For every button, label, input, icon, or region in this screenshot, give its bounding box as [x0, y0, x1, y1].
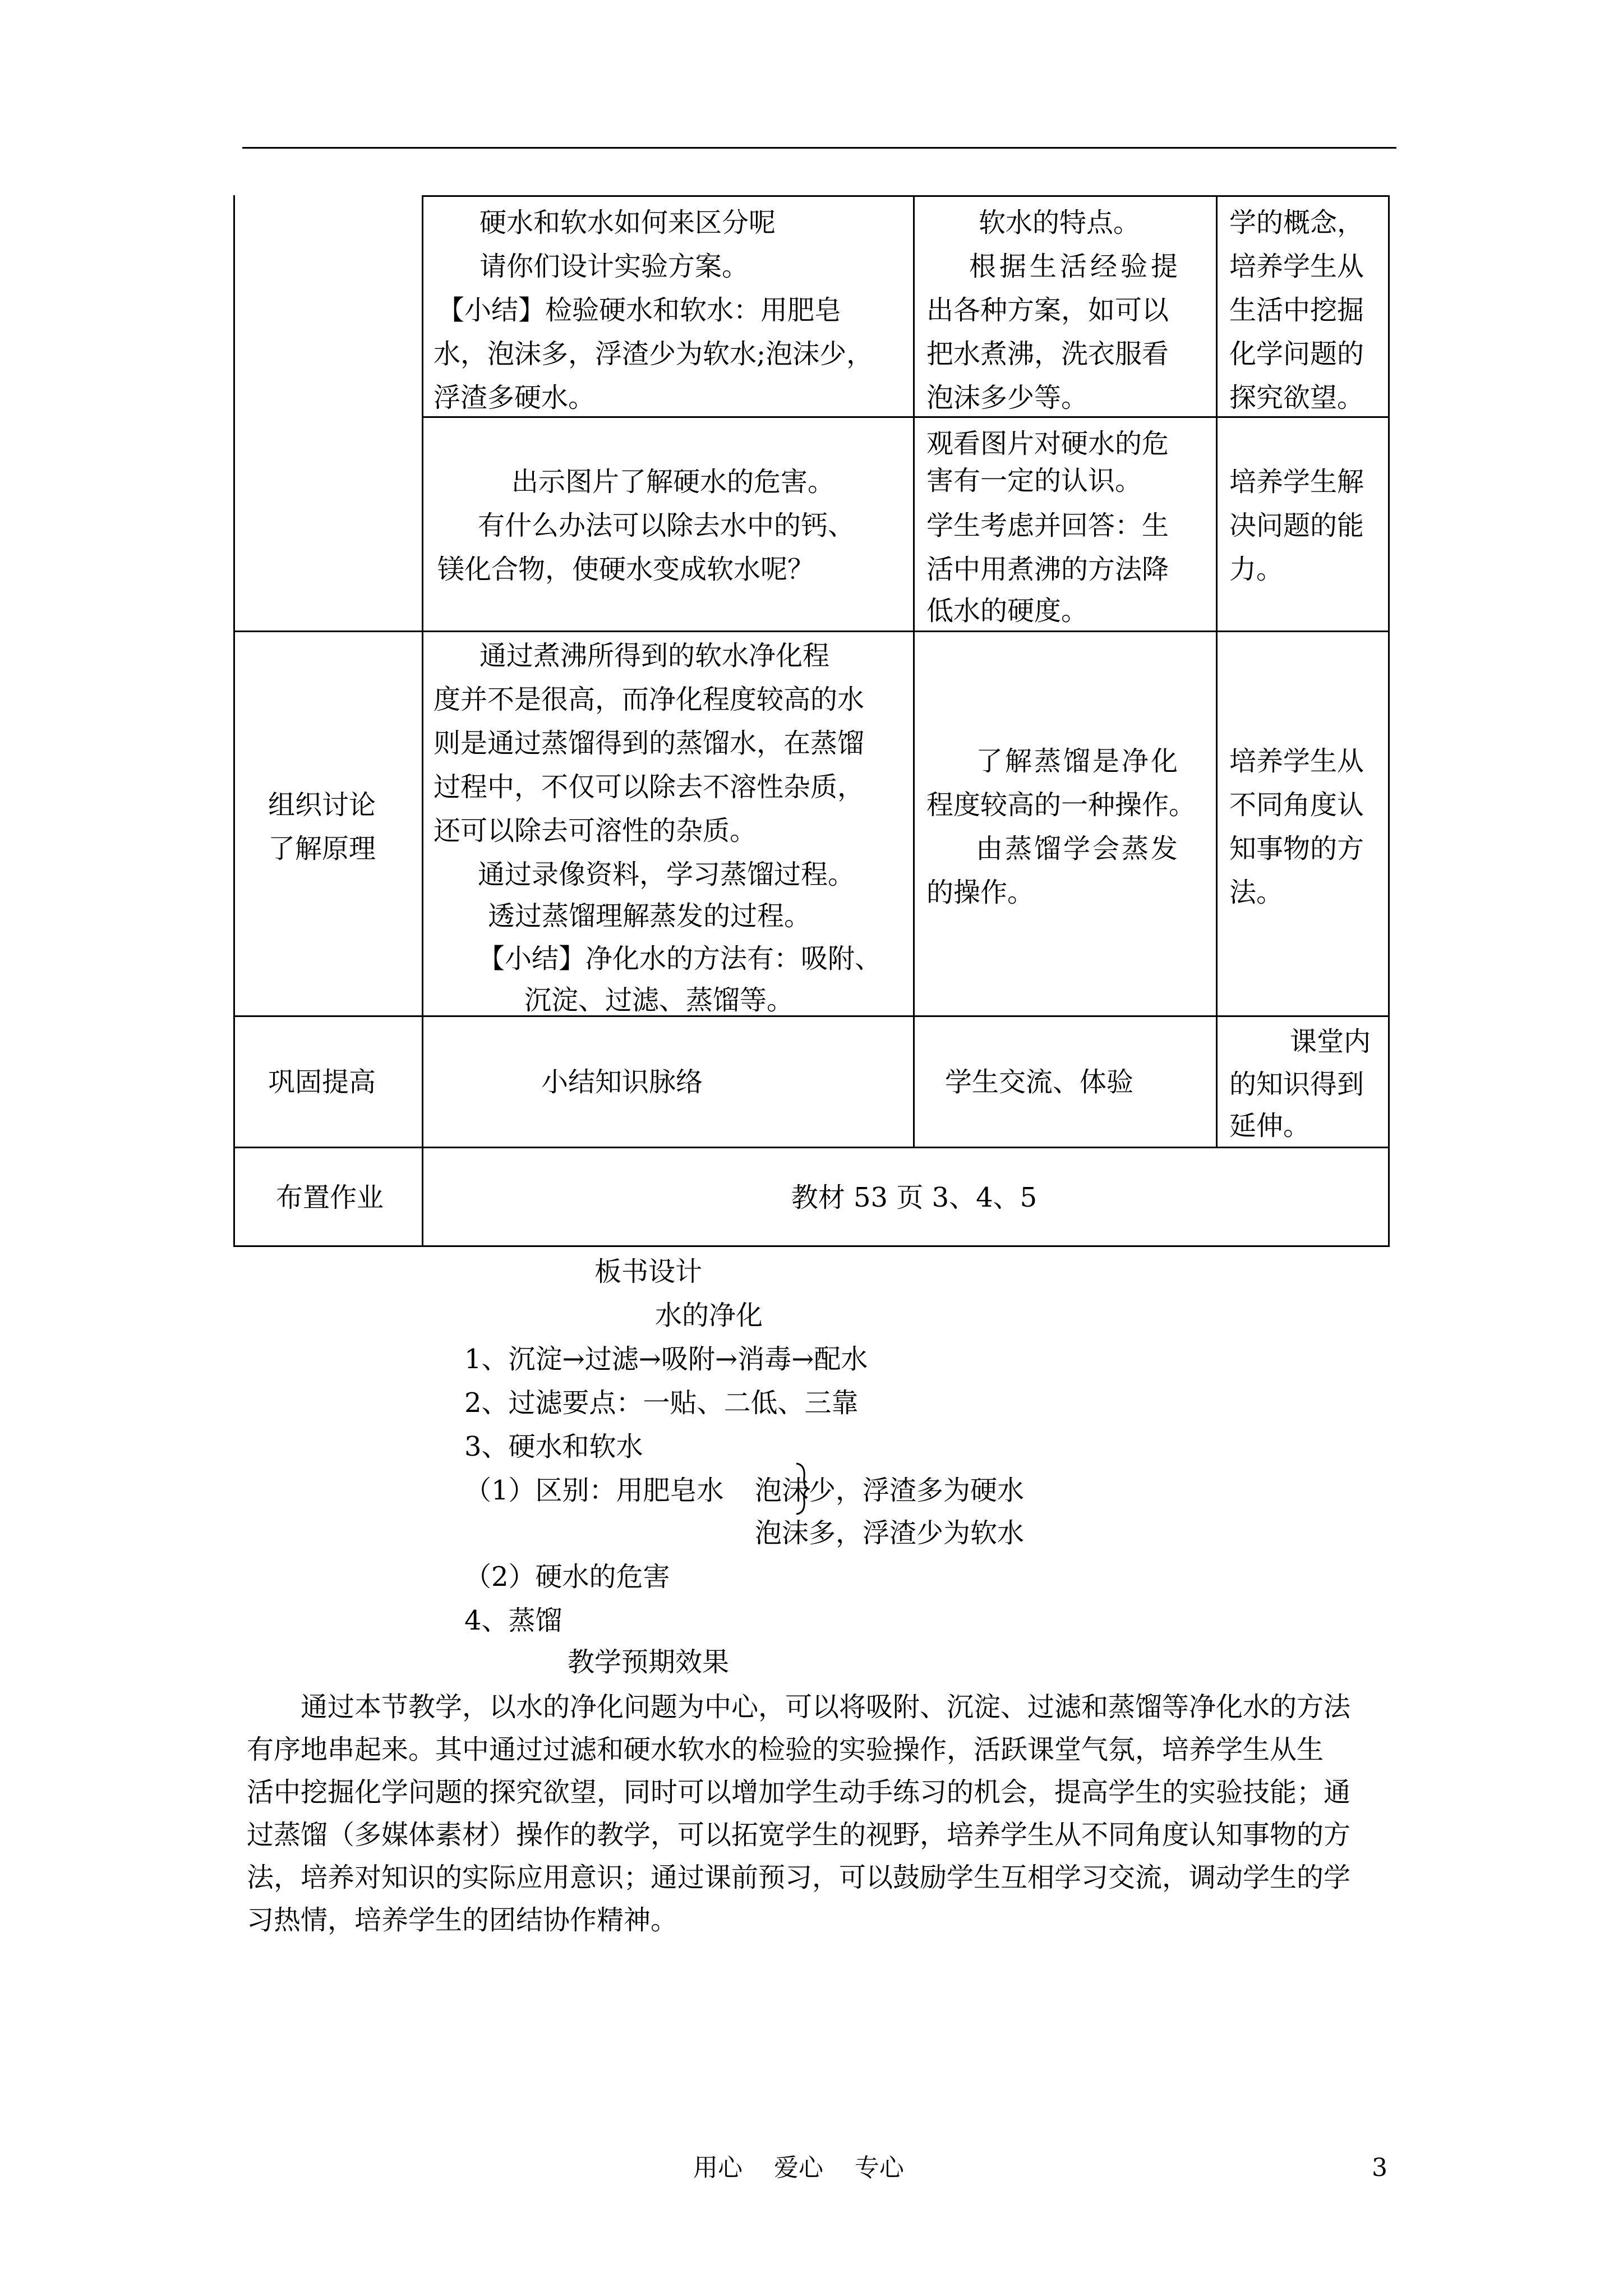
table-rule — [1216, 195, 1218, 1148]
table-cell-teacher: 【小结】检验硬水和软水：用肥皂 — [437, 295, 842, 326]
table-cell-teacher: 则是通过蒸馏得到的蒸馏水，在蒸馏 — [434, 728, 865, 759]
page-number: 3 — [1372, 2154, 1387, 2182]
table-cell-teacher: 水，泡沫多，浮渣少为软水;泡沫少， — [434, 338, 874, 370]
table-cell-student: 学生考虑并回答：生 — [926, 510, 1169, 541]
table-cell-student: 泡沫多少等。 — [926, 382, 1089, 413]
table-cell-teacher: 有什么办法可以除去水中的钙、 — [478, 510, 855, 541]
paragraph-line: 习热情，培养学生的团结协作精神。 — [247, 1904, 678, 1936]
brace-icon — [794, 1461, 810, 1516]
paragraph-line: 过蒸馏（多媒体素材）操作的教学，可以拓宽学生的视野，培养学生从不同角度认知事物的方 — [247, 1819, 1351, 1851]
table-cell-merged: 教材 53 页 3、4、5 — [791, 1182, 1038, 1213]
table-cell-intent: 延伸。 — [1229, 1110, 1311, 1142]
table-cell-student: 观看图片对硬水的危 — [926, 428, 1169, 459]
table-cell-student: 学生交流、体验 — [945, 1066, 1134, 1098]
table-cell-student: 低水的硬度。 — [926, 595, 1089, 627]
table-cell-teacher: 硬水和软水如何来区分呢 — [479, 207, 776, 238]
table-cell-student: 由蒸馏学会蒸发 — [976, 833, 1181, 864]
header-rule — [242, 147, 1396, 149]
table-cell-stage: 布置作业 — [276, 1182, 384, 1213]
table-cell-teacher: 度并不是很高，而净化程度较高的水 — [434, 684, 865, 715]
board-item: 2、过滤要点：一贴、二低、三靠 — [464, 1387, 859, 1419]
table-rule — [233, 1245, 1390, 1247]
table-cell-teacher: 小结知识脉络 — [541, 1066, 703, 1098]
table-cell-student: 活中用煮沸的方法降 — [926, 554, 1169, 585]
board-item: 泡沫多，浮渣少为软水 — [755, 1517, 1025, 1549]
table-cell-teacher: 通过录像资料，学习蒸馏过程。 — [478, 859, 855, 890]
table-cell-student: 害有一定的认识。 — [926, 465, 1142, 496]
table-rule — [233, 195, 235, 1247]
table-cell-teacher: 过程中，不仅可以除去不溶性杂质， — [434, 771, 865, 803]
table-cell-teacher: 【小结】净化水的方法有：吸附、 — [478, 943, 882, 974]
table-cell-intent: 决问题的能 — [1229, 510, 1364, 541]
paragraph-line: 法，培养对知识的实际应用意识；通过课前预习，可以鼓励学生互相学习交流，调动学生的学 — [247, 1862, 1351, 1893]
table-cell-student: 了解蒸馏是净化 — [976, 746, 1181, 777]
table-cell-intent: 生活中挖掘 — [1229, 295, 1364, 326]
table-cell-intent: 力。 — [1229, 554, 1284, 585]
table-rule — [1388, 195, 1390, 1247]
table-cell-teacher: 镁化合物，使硬水变成软水呢？ — [437, 554, 815, 585]
table-cell-intent: 课堂内 — [1290, 1026, 1371, 1057]
footer-motto: 用心 爱心 专心 — [693, 2154, 904, 2182]
section-heading: 教学预期效果 — [568, 1646, 730, 1678]
table-cell-teacher: 浮渣多硬水。 — [434, 382, 596, 413]
table-cell-intent: 法。 — [1229, 877, 1284, 908]
table-cell-student: 出各种方案，如可以 — [926, 295, 1169, 326]
table-cell-teacher: 沉淀、过滤、蒸馏等。 — [524, 984, 794, 1016]
table-cell-teacher: 还可以除去可溶性的杂质。 — [434, 815, 757, 846]
table-cell-intent: 培养学生从 — [1229, 251, 1364, 282]
board-item: 3、硬水和软水 — [464, 1431, 643, 1462]
table-cell-intent: 不同角度认 — [1229, 789, 1364, 821]
table-cell-intent: 探究欲望。 — [1229, 382, 1364, 413]
table-cell-student: 根据生活经验提 — [969, 251, 1182, 282]
board-item: 4、蒸馏 — [464, 1605, 562, 1636]
table-cell-student: 的操作。 — [926, 877, 1035, 908]
table-cell-intent: 培养学生从 — [1229, 746, 1364, 777]
board-heading: 板书设计 — [594, 1256, 703, 1287]
table-rule — [422, 195, 423, 1247]
paragraph-line: 通过本节教学，以水的净化问题为中心，可以将吸附、沉淀、过滤和蒸馏等净化水的方法 — [301, 1691, 1351, 1723]
table-cell-intent: 的知识得到 — [1229, 1069, 1364, 1100]
table-cell-student: 把水煮沸，洗衣服看 — [926, 338, 1169, 370]
board-title: 水的净化 — [655, 1300, 763, 1331]
table-cell-stage: 组织讨论 — [268, 789, 376, 821]
table-cell-intent: 培养学生解 — [1229, 466, 1364, 498]
table-cell-intent: 化学问题的 — [1229, 338, 1364, 370]
table-cell-teacher: 透过蒸馏理解蒸发的过程。 — [488, 900, 811, 932]
table-cell-intent: 知事物的方 — [1229, 833, 1364, 864]
board-item: （2）硬水的危害 — [464, 1561, 670, 1593]
table-cell-teacher: 通过煮沸所得到的软水净化程 — [479, 640, 830, 671]
table-cell-stage: 了解原理 — [268, 833, 376, 864]
table-rule — [913, 195, 915, 1148]
board-item: 泡沫少，浮渣多为硬水 — [755, 1475, 1025, 1506]
table-cell-teacher: 出示图片了解硬水的危害。 — [511, 466, 835, 498]
paragraph-line: 活中挖掘化学问题的探究欲望，同时可以增加学生动手练习的机会，提高学生的实验技能；通 — [247, 1777, 1351, 1808]
table-cell-teacher: 请你们设计实验方案。 — [479, 251, 749, 282]
table-cell-student: 程度较高的一种操作。 — [926, 789, 1196, 821]
board-item: （1）区别：用肥皂水 — [464, 1475, 724, 1506]
paragraph-line: 有序地串起来。其中通过过滤和硬水软水的检验的实验操作，活跃课堂气氛，培养学生从生 — [247, 1734, 1324, 1765]
board-item: 1、沉淀→过滤→吸附→消毒→配水 — [464, 1343, 868, 1375]
table-cell-intent: 学的概念， — [1229, 207, 1364, 238]
table-cell-stage: 巩固提高 — [268, 1066, 376, 1098]
table-rule-top-segment — [422, 195, 1390, 197]
table-cell-student: 软水的特点。 — [979, 207, 1141, 238]
